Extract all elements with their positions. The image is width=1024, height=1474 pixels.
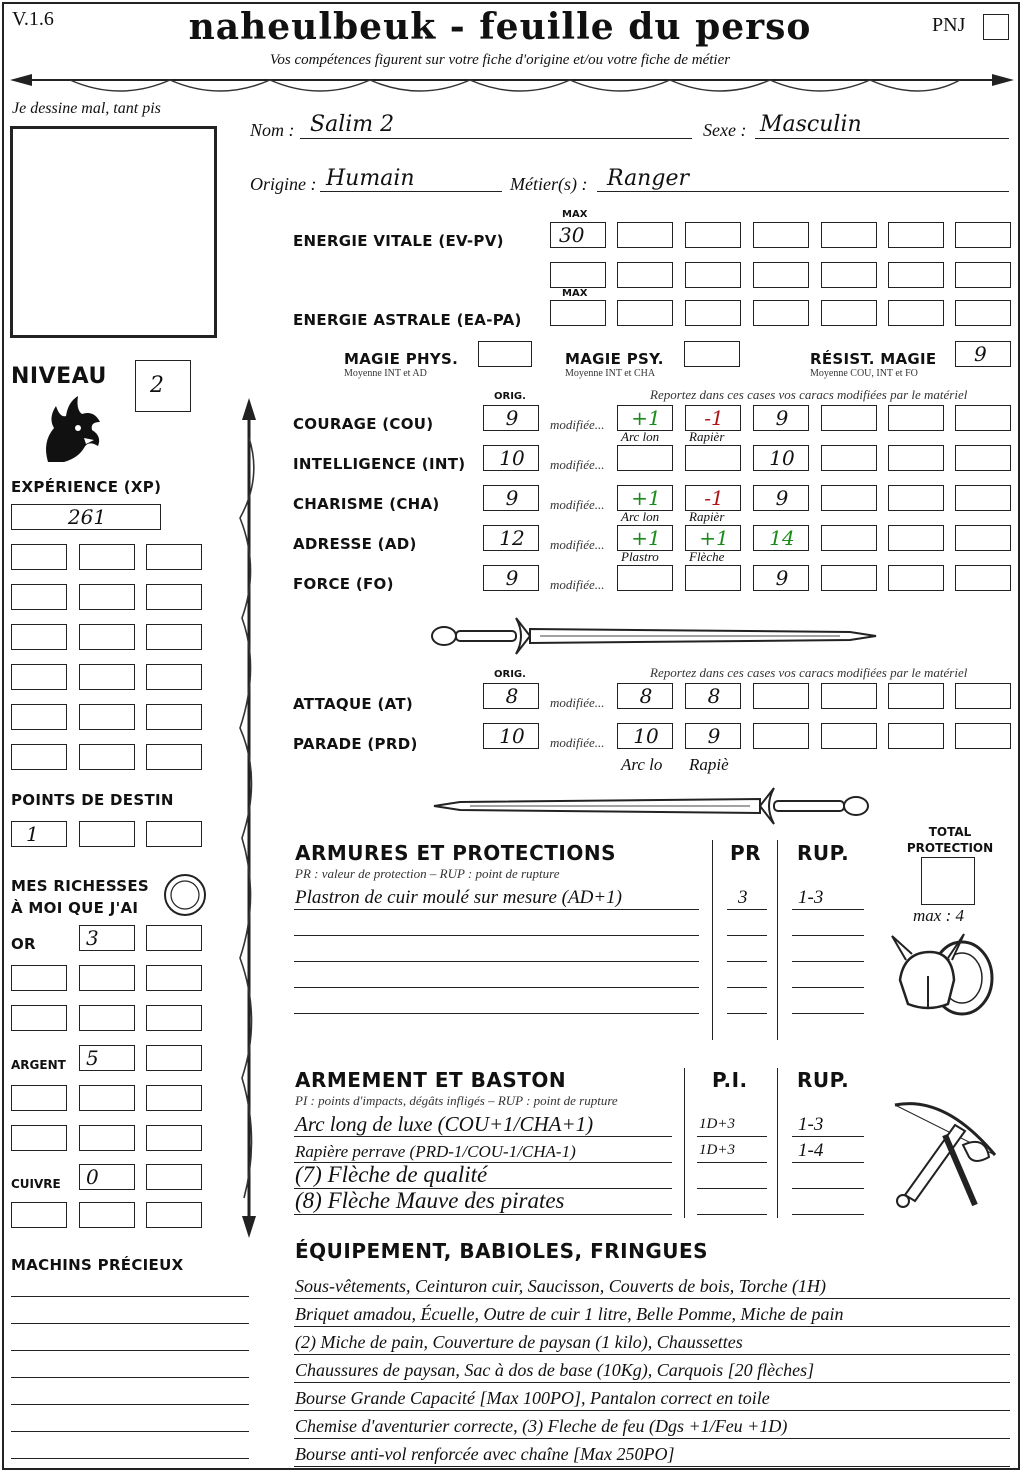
helmet-shield-icon [890, 930, 1000, 1025]
carac-mod-3-0[interactable] [617, 525, 673, 551]
armor-name-line[interactable] [294, 987, 699, 988]
equipment-item: Chaussures de paysan, Sac à dos de base (10Kg), Carquois [20 flèches] [295, 1360, 815, 1380]
argent-extra-box-1-1[interactable] [79, 1125, 135, 1151]
ev-max-box[interactable] [550, 222, 606, 248]
armor-rup-line[interactable] [792, 987, 864, 988]
precious-line[interactable] [11, 1377, 249, 1378]
combat-mod-0-5[interactable] [955, 683, 1011, 709]
armor-note: PR : valeur de protection – RUP : point de rupture [295, 866, 560, 881]
weapon-name: Arc long de luxe (COU+1/CHA+1) [295, 1112, 594, 1136]
ea-max-box[interactable] [550, 300, 606, 326]
weapon-name: (7) Flèche de qualité [295, 1162, 488, 1187]
xp-box-0-0[interactable] [11, 544, 67, 570]
xp-box-5-1[interactable] [79, 744, 135, 770]
carac-mod-4-3[interactable] [821, 565, 877, 591]
ev-box-5[interactable] [888, 222, 944, 248]
or-extra-box-1-2[interactable] [146, 1005, 202, 1031]
richesses-label-1: MES RICHESSES [11, 877, 150, 895]
combat-orig-1[interactable] [483, 723, 539, 749]
armor-col-sep-1 [712, 840, 713, 1040]
xp-box[interactable] [11, 504, 161, 530]
ea-box-2[interactable] [685, 300, 741, 326]
xp-box-2-2[interactable] [146, 624, 202, 650]
xp-label: EXPÉRIENCE (XP) [11, 478, 162, 496]
niveau-box[interactable] [135, 360, 191, 412]
armor-pr-label: PR [730, 841, 762, 865]
weapon-name: (8) Flèche Mauve des pirates [295, 1188, 565, 1213]
sexe-value[interactable]: Masculin [760, 112, 862, 137]
cuivre-extra-box-0-2[interactable] [146, 1202, 202, 1228]
carac-orig-1-value: 10 [499, 446, 525, 470]
or-box-2[interactable] [146, 925, 202, 951]
armor-rup-line[interactable] [792, 1013, 864, 1014]
weapon-pi: 1D+3 [699, 1116, 735, 1132]
total-protection-box[interactable] [921, 857, 975, 905]
carac-mod-2-2-value: 9 [775, 486, 789, 510]
carac-mod-1-2-value: 10 [769, 446, 795, 470]
cuivre-label: CUIVRE [11, 1177, 61, 1191]
carac-mod-0-1-value: -1 [704, 406, 724, 430]
niveau-label: NIVEAU [11, 364, 107, 389]
combat-mod-1-2[interactable] [753, 723, 809, 749]
nom-label: Nom : [250, 120, 295, 140]
ea-box-3[interactable] [753, 300, 809, 326]
precious-line[interactable] [11, 1296, 249, 1297]
combat-mod-1-3[interactable] [821, 723, 877, 749]
armor-pr-line[interactable] [727, 987, 767, 988]
sheet-subtitle: Vos compétences figurent sur votre fiche d'origine et/ou votre fiche de métier [269, 52, 731, 68]
ea-box-6[interactable] [955, 300, 1011, 326]
equipment-line[interactable] [294, 1354, 1010, 1355]
max-note: max : 4 [913, 906, 964, 925]
xp-box-4-2[interactable] [146, 704, 202, 730]
ev-box-r2-3[interactable] [685, 262, 741, 288]
argent-extra-box-0-2[interactable] [146, 1085, 202, 1111]
nom-line [300, 138, 692, 139]
xp-value: 261 [67, 505, 107, 529]
xp-box-2-0[interactable] [11, 624, 67, 650]
carac-mod-2-4[interactable] [888, 485, 944, 511]
armor-pr-line[interactable] [727, 1013, 767, 1014]
xp-box-4-1[interactable] [79, 704, 135, 730]
carac-mod-2-0-value: +1 [631, 486, 661, 510]
carac-orig-0-value: 9 [505, 406, 519, 430]
destin-value: 1 [26, 822, 39, 846]
ea-box-5[interactable] [888, 300, 944, 326]
armor-pr-line[interactable] [727, 935, 767, 936]
magie-psy-label: MAGIE PSY. [565, 350, 664, 368]
or-label: OR [11, 935, 36, 953]
carac-caption: Arc lon [621, 429, 660, 444]
portrait-box[interactable] [10, 126, 217, 338]
modifie-label: modifiée... [550, 457, 605, 472]
carac-label: CHARISME (CHA) [293, 495, 440, 513]
origine-value[interactable]: Humain [326, 166, 415, 191]
carac-label: ADRESSE (AD) [293, 535, 417, 553]
ea-box-1[interactable] [617, 300, 673, 326]
metier-label: Métier(s) : [510, 174, 588, 194]
weapon-rup-line[interactable] [792, 1162, 864, 1163]
carac-mod-0-2[interactable] [753, 405, 809, 431]
combat-mod-0-2[interactable] [753, 683, 809, 709]
carac-mod-3-4[interactable] [888, 525, 944, 551]
armor-name-line[interactable] [294, 1013, 699, 1014]
ev-box-6[interactable] [955, 222, 1011, 248]
carac-mod-0-0-value: +1 [631, 406, 661, 430]
equipment-item: Chemise d'aventurier correcte, (3) Fleche de feu (Dgs +1/Feu +1D) [295, 1416, 788, 1436]
combat-caption: Arc lo [621, 755, 663, 774]
ev-box-2[interactable] [685, 222, 741, 248]
equipment-line[interactable] [294, 1298, 1010, 1299]
equipment-line[interactable] [294, 1410, 1010, 1411]
carac-orig-1[interactable] [483, 445, 539, 471]
combat-mod-0-4[interactable] [888, 683, 944, 709]
weapons-note: PI : points d'impacts, dégâts infligés – RUP : point de rupture [295, 1093, 618, 1108]
or-extra-box-0-1[interactable] [79, 965, 135, 991]
carac-mod-0-0[interactable] [617, 405, 673, 431]
weapon-pi-line[interactable] [697, 1214, 767, 1215]
armor-pr-line[interactable] [727, 961, 767, 962]
magie-psy-note: Moyenne INT et CHA [565, 368, 656, 379]
weapon-pi-line[interactable] [697, 1188, 767, 1189]
metier-line [597, 191, 1009, 192]
weapon-rup: 1-3 [798, 1114, 824, 1135]
armor-col-sep-2 [777, 840, 778, 1040]
magie-phys-note: Moyenne INT et AD [344, 368, 427, 379]
armor-name-line[interactable] [294, 909, 699, 910]
combat-mod-0-3[interactable] [821, 683, 877, 709]
combat-mod-1-1[interactable] [685, 723, 741, 749]
cuivre-box-1[interactable] [79, 1164, 135, 1190]
destin-box-2[interactable] [79, 821, 135, 847]
carac-mod-4-5[interactable] [955, 565, 1011, 591]
carac-mod-1-1[interactable] [685, 445, 741, 471]
carac-mod-3-2[interactable] [753, 525, 809, 551]
magie-psy-box[interactable] [684, 341, 740, 367]
resist-magie-box[interactable] [955, 341, 1011, 367]
carac-caption: Arc lon [621, 509, 660, 524]
or-extra-box-0-0[interactable] [11, 965, 67, 991]
weapons-col-sep-1 [684, 1068, 685, 1218]
magie-phys-box[interactable] [478, 341, 532, 367]
weapons-pi-label: P.I. [712, 1068, 748, 1092]
destin-label: POINTS DE DESTIN [11, 791, 174, 809]
armor-rup-line[interactable] [792, 909, 864, 910]
carac-mod-2-3[interactable] [821, 485, 877, 511]
carac-mod-3-0-value: +1 [631, 526, 661, 550]
xp-box-3-0[interactable] [11, 664, 67, 690]
argent-value: 5 [86, 1046, 99, 1070]
or-extra-box-1-0[interactable] [11, 1005, 67, 1031]
coin-icon [162, 872, 208, 918]
argent-extra-box-0-1[interactable] [79, 1085, 135, 1111]
ev-box-r2-1[interactable] [550, 262, 606, 288]
precious-line[interactable] [11, 1431, 249, 1432]
equipment-item: Bourse anti-vol renforcée avec chaîne [Max 250PO] [295, 1444, 675, 1464]
argent-box-2[interactable] [146, 1045, 202, 1071]
carac-mod-0-5[interactable] [955, 405, 1011, 431]
carac-mod-4-4[interactable] [888, 565, 944, 591]
machins-label: MACHINS PRÉCIEUX [11, 1256, 184, 1274]
precious-line[interactable] [11, 1404, 249, 1405]
carac-orig-2-value: 9 [505, 486, 519, 510]
xp-box-0-2[interactable] [146, 544, 202, 570]
ev-box-4[interactable] [821, 222, 877, 248]
or-extra-box-0-2[interactable] [146, 965, 202, 991]
carac-label: INTELLIGENCE (INT) [293, 455, 466, 473]
xp-box-0-1[interactable] [79, 544, 135, 570]
ev-max-label: MAX [562, 209, 588, 220]
weapons-rup-label: RUP. [797, 1068, 850, 1092]
equipment-item: Sous-vêtements, Ceinturon cuir, Saucisson, Couverts de bois, Torche (1H) [295, 1276, 826, 1296]
xp-box-1-2[interactable] [146, 584, 202, 610]
sexe-line [755, 138, 1009, 139]
modifie-label: modifiée... [550, 695, 605, 710]
xp-box-2-1[interactable] [79, 624, 135, 650]
combat-mod-0-1[interactable] [685, 683, 741, 709]
combat-mod-1-1-value: 9 [707, 724, 721, 748]
carac-mod-3-1-value: +1 [699, 526, 729, 550]
combat-mod-1-5[interactable] [955, 723, 1011, 749]
carac-mod-0-1[interactable] [685, 405, 741, 431]
equipment-item: (2) Miche de pain, Couverture de paysan (1 kilo), Chaussettes [295, 1332, 743, 1352]
cuivre-extra-box-0-1[interactable] [79, 1202, 135, 1228]
carac-mod-2-5[interactable] [955, 485, 1011, 511]
carac-mod-0-3[interactable] [821, 405, 877, 431]
carac-mod-1-4[interactable] [888, 445, 944, 471]
carac-orig-3[interactable] [483, 525, 539, 551]
ev-box-r2-7[interactable] [955, 262, 1011, 288]
combat-orig-1-value: 10 [499, 724, 525, 748]
xp-box-1-0[interactable] [11, 584, 67, 610]
weapon-pi-line[interactable] [697, 1162, 767, 1163]
carac-caption: Flèche [689, 549, 725, 564]
total-label-2: PROTECTION [906, 841, 994, 855]
nom-value[interactable]: Salim 2 [310, 112, 395, 137]
precious-line[interactable] [11, 1458, 249, 1459]
weapon-rup-line[interactable] [792, 1188, 864, 1189]
precious-line[interactable] [11, 1350, 249, 1351]
ev-box-r2-6[interactable] [888, 262, 944, 288]
armor-name-line[interactable] [294, 935, 699, 936]
ea-label: ENERGIE ASTRALE (EA-PA) [293, 311, 522, 329]
weapon-rup: 1-4 [798, 1140, 824, 1161]
xp-box-3-2[interactable] [146, 664, 202, 690]
weapons-title: ARMEMENT ET BASTON [295, 1068, 567, 1092]
weapon-rup-line[interactable] [792, 1136, 864, 1137]
cuivre-box-2[interactable] [146, 1164, 202, 1190]
resist-magie-value: 9 [974, 342, 987, 366]
resist-magie-label: RÉSIST. MAGIE [810, 350, 937, 368]
combat-label: PARADE (PRD) [293, 735, 418, 753]
carac-mod-2-2[interactable] [753, 485, 809, 511]
carac-label: FORCE (FO) [293, 575, 394, 593]
carac-mod-0-4[interactable] [888, 405, 944, 431]
carac-orig-0[interactable] [483, 405, 539, 431]
armor-pr: 3 [738, 887, 748, 908]
ev-box-1[interactable] [617, 222, 673, 248]
weapon-pi-line[interactable] [697, 1136, 767, 1137]
metier-value[interactable]: Ranger [607, 166, 689, 191]
equipment-line[interactable] [294, 1466, 1010, 1467]
sexe-label: Sexe : [703, 120, 747, 140]
carac-caption: Rapièr [689, 509, 725, 524]
ev-box-r2-2[interactable] [617, 262, 673, 288]
pnj-label: PNJ [932, 14, 966, 36]
carac-mod-4-1[interactable] [685, 565, 741, 591]
carac-mod-1-0[interactable] [617, 445, 673, 471]
sword-divider-icon-2 [430, 784, 880, 828]
origine-label: Origine : [250, 174, 317, 194]
destin-box-1[interactable] [11, 821, 67, 847]
argent-label: ARGENT [11, 1058, 66, 1072]
combat-mod-0-0-value: 8 [639, 684, 653, 708]
ev-label: ENERGIE VITALE (EV-PV) [293, 232, 504, 250]
carac-orig-4[interactable] [483, 565, 539, 591]
sword-divider-icon [430, 612, 880, 660]
carac-mod-2-0[interactable] [617, 485, 673, 511]
carac-mod-4-2-value: 9 [775, 566, 789, 590]
armor-rup-label: RUP. [797, 841, 850, 865]
weapons-col-sep-2 [777, 1068, 778, 1218]
dragon-icon [38, 392, 106, 464]
combat-mod-1-0[interactable] [617, 723, 673, 749]
pnj-checkbox[interactable] [983, 14, 1009, 40]
sheet-title: naheulbeuk - feuille du perso [188, 6, 812, 48]
portrait-caption: Je dessine mal, tant pis [12, 100, 161, 117]
niveau-value: 2 [150, 373, 164, 398]
equipment-line[interactable] [294, 1326, 1010, 1327]
carac-mod-0-2-value: 9 [775, 406, 789, 430]
armor-rup-line[interactable] [792, 961, 864, 962]
weapon-name-line[interactable] [294, 1214, 672, 1215]
carac-mod-2-1-value: -1 [704, 486, 724, 510]
armor-pr-line[interactable] [727, 909, 767, 910]
modifie-label: modifiée... [550, 417, 605, 432]
xp-box-5-2[interactable] [146, 744, 202, 770]
combat-mod-1-4[interactable] [888, 723, 944, 749]
armor-rup-line[interactable] [792, 935, 864, 936]
combat-orig-0-value: 8 [505, 684, 519, 708]
spear-divider-icon [234, 398, 264, 1238]
or-value: 3 [86, 926, 99, 950]
weapons-icon [885, 1095, 1005, 1215]
magie-phys-label: MAGIE PHYS. [344, 350, 459, 368]
combat-mod-1-0-value: 10 [633, 724, 659, 748]
carac-mod-4-0[interactable] [617, 565, 673, 591]
caracs-note: Reportez dans ces cases vos caracs modifiées par le matériel [650, 387, 968, 402]
combat-mod-0-1-value: 8 [707, 684, 721, 708]
carac-mod-4-2[interactable] [753, 565, 809, 591]
carac-caption: Rapièr [689, 429, 725, 444]
xp-box-3-1[interactable] [79, 664, 135, 690]
ev-box-3[interactable] [753, 222, 809, 248]
ea-box-4[interactable] [821, 300, 877, 326]
ev-box-r2-4[interactable] [753, 262, 809, 288]
combat-label: ATTAQUE (AT) [293, 695, 414, 713]
modifie-label: modifiée... [550, 537, 605, 552]
carac-orig-3-value: 12 [499, 526, 525, 550]
equipment-line[interactable] [294, 1382, 1010, 1383]
modifie-label: modifiée... [550, 497, 605, 512]
ea-max-label: MAX [562, 288, 588, 299]
carac-mod-3-1[interactable] [685, 525, 741, 551]
total-label-1: TOTAL [928, 825, 972, 839]
or-extra-box-1-1[interactable] [79, 1005, 135, 1031]
carac-orig-2[interactable] [483, 485, 539, 511]
carac-label: COURAGE (COU) [293, 415, 434, 433]
weapon-rup-line[interactable] [792, 1214, 864, 1215]
carac-mod-1-3[interactable] [821, 445, 877, 471]
modifie-label: modifiée... [550, 577, 605, 592]
equipment-title: ÉQUIPEMENT, BABIOLES, FRINGUES [295, 1239, 709, 1263]
destin-box-3[interactable] [146, 821, 202, 847]
equipment-item: Bourse Grande Capacité [Max 100PO], Pantalon correct en toile [295, 1388, 770, 1408]
combat-mod-0-0[interactable] [617, 683, 673, 709]
precious-line[interactable] [11, 1323, 249, 1324]
carac-caption: Plastro [621, 549, 659, 564]
carac-mod-2-1[interactable] [685, 485, 741, 511]
xp-box-4-0[interactable] [11, 704, 67, 730]
carac-mod-1-5[interactable] [955, 445, 1011, 471]
combat-orig-label: ORIG. [494, 669, 526, 680]
xp-box-1-1[interactable] [79, 584, 135, 610]
or-box-1[interactable] [79, 925, 135, 951]
armor-title: ARMURES ET PROTECTIONS [295, 841, 616, 865]
cuivre-extra-box-0-0[interactable] [11, 1202, 67, 1228]
combat-orig-0[interactable] [483, 683, 539, 709]
carac-mod-3-2-value: 14 [769, 526, 795, 550]
argent-extra-box-1-0[interactable] [11, 1125, 67, 1151]
carac-orig-4-value: 9 [505, 566, 519, 590]
argent-box-1[interactable] [79, 1045, 135, 1071]
version-label: V.1.6 [12, 8, 54, 30]
carac-mod-1-2[interactable] [753, 445, 809, 471]
armor-rup: 1-3 [798, 887, 824, 908]
richesses-label-2: À MOI QUE J'AI [11, 899, 139, 917]
resist-magie-note: Moyenne COU, INT et FO [810, 368, 918, 379]
combat-note: Reportez dans ces cases vos caracs modifiées par le matériel [650, 665, 968, 680]
equipment-item: Briquet amadou, Écuelle, Outre de cuir 1 litre, Belle Pomme, Miche de pain [295, 1304, 844, 1324]
argent-extra-box-1-2[interactable] [146, 1125, 202, 1151]
carac-mod-3-5[interactable] [955, 525, 1011, 551]
armor-name-line[interactable] [294, 961, 699, 962]
weapon-pi: 1D+3 [699, 1142, 735, 1158]
carac-mod-3-3[interactable] [821, 525, 877, 551]
cuivre-value: 0 [86, 1165, 99, 1189]
modifie-label: modifiée... [550, 735, 605, 750]
armor-name: Plastron de cuir moulé sur mesure (AD+1) [295, 887, 622, 908]
header-spear-icon [10, 68, 1014, 104]
ev-max-value: 30 [559, 223, 585, 247]
xp-box-5-0[interactable] [11, 744, 67, 770]
argent-extra-box-0-0[interactable] [11, 1085, 67, 1111]
origine-line [320, 191, 502, 192]
caracs-orig-label: ORIG. [494, 391, 526, 402]
combat-caption: Rapiè [689, 755, 729, 774]
ev-box-r2-5[interactable] [821, 262, 877, 288]
weapon-name: Rapière perrave (PRD-1/COU-1/CHA-1) [295, 1142, 576, 1161]
equipment-line[interactable] [294, 1438, 1010, 1439]
